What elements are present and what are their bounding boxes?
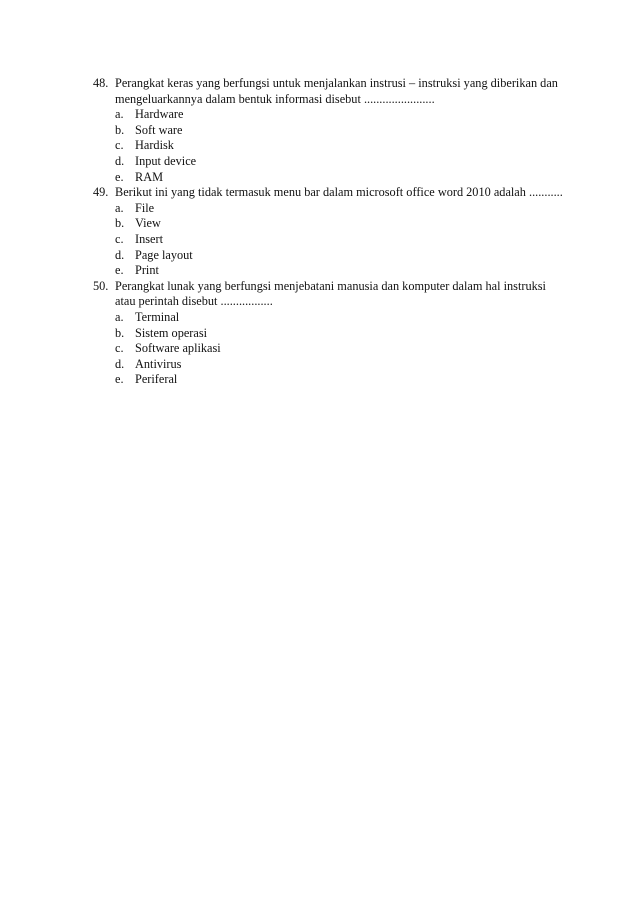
option-letter: e. bbox=[115, 372, 124, 387]
option-letter: e. bbox=[115, 169, 124, 184]
question-50 bbox=[93, 279, 563, 388]
option-list bbox=[115, 201, 563, 279]
option-c bbox=[115, 341, 563, 357]
option-a bbox=[115, 310, 563, 326]
option-letter: c. bbox=[115, 341, 124, 356]
question-48 bbox=[93, 76, 563, 185]
option-e bbox=[115, 170, 563, 186]
option-letter: b. bbox=[115, 122, 125, 137]
option-text: Insert bbox=[135, 231, 163, 246]
option-letter: d. bbox=[115, 247, 125, 262]
option-d bbox=[115, 248, 563, 264]
question-text: Berikut ini yang tidak termasuk menu bar dalam microsoft office word 2010 adalah ........... bbox=[115, 185, 563, 200]
question-number: 50. bbox=[93, 278, 109, 293]
option-letter: d. bbox=[115, 356, 125, 371]
option-text: Antivirus bbox=[135, 356, 182, 371]
question-49 bbox=[93, 185, 563, 279]
option-letter: b. bbox=[115, 216, 125, 231]
option-letter: d. bbox=[115, 153, 125, 168]
option-letter: e. bbox=[115, 263, 124, 278]
option-a bbox=[115, 201, 563, 217]
option-text: Soft ware bbox=[135, 122, 183, 137]
option-d bbox=[115, 357, 563, 373]
option-text: Page layout bbox=[135, 247, 193, 262]
option-b bbox=[115, 216, 563, 232]
option-letter: a. bbox=[115, 200, 124, 215]
option-b bbox=[115, 326, 563, 342]
option-text: View bbox=[135, 216, 161, 231]
option-list bbox=[115, 310, 563, 388]
question-text: Perangkat keras yang berfungsi untuk menjalankan instrusi – instruksi yang diberikan dan mengeluarkannya dalam bentuk informasi disebut ....................... bbox=[115, 76, 558, 106]
option-b bbox=[115, 123, 563, 139]
option-letter: b. bbox=[115, 325, 125, 340]
option-d bbox=[115, 154, 563, 170]
option-text: Input device bbox=[135, 153, 197, 168]
option-text: Hardware bbox=[135, 107, 184, 122]
question-text: Perangkat lunak yang berfungsi menjebatani manusia dan komputer dalam hal instruksi atau perintah disebut ................. bbox=[115, 278, 546, 309]
option-list bbox=[115, 107, 563, 185]
option-text: Software aplikasi bbox=[135, 341, 221, 356]
question-number: 49. bbox=[93, 185, 109, 200]
option-text: RAM bbox=[135, 169, 164, 184]
option-letter: a. bbox=[115, 107, 124, 122]
question-number: 48. bbox=[93, 76, 109, 90]
option-text: Sistem operasi bbox=[135, 325, 208, 340]
option-text: File bbox=[135, 200, 155, 215]
option-letter: c. bbox=[115, 231, 124, 246]
option-e bbox=[115, 372, 563, 388]
question-list bbox=[93, 76, 563, 388]
option-text: Periferal bbox=[135, 372, 178, 387]
option-letter: a. bbox=[115, 309, 124, 324]
option-letter: c. bbox=[115, 138, 124, 153]
option-c bbox=[115, 138, 563, 154]
option-text: Print bbox=[135, 263, 159, 278]
option-e bbox=[115, 263, 563, 279]
option-a bbox=[115, 107, 563, 123]
option-text: Hardisk bbox=[135, 138, 174, 153]
option-text: Terminal bbox=[135, 309, 180, 324]
option-c bbox=[115, 232, 563, 248]
